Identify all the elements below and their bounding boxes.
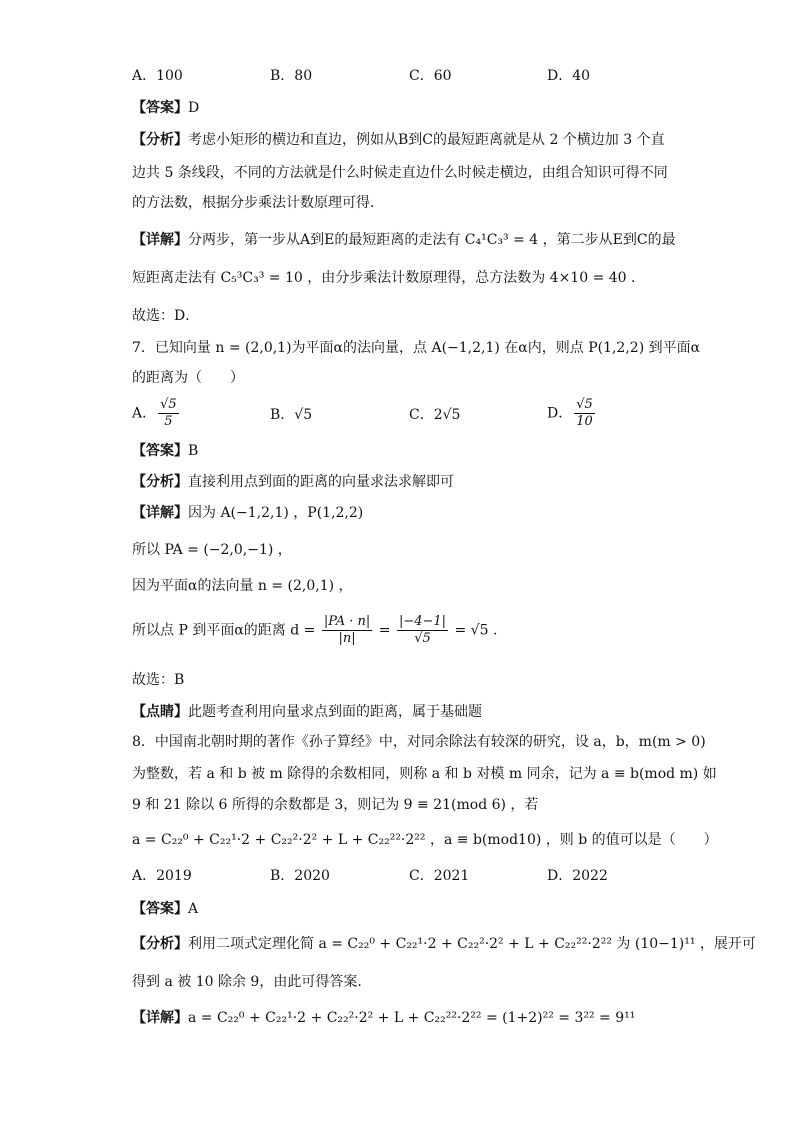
fraction-numerator: √5 (576, 397, 593, 412)
q7-option-d-fraction (574, 397, 595, 430)
q7-option-d (547, 397, 597, 430)
analysis-text: 直接利用点到面的距离的向量求法求解即可 (188, 474, 454, 490)
answer-value: D (188, 100, 200, 116)
detail-tag: 【详解】 (132, 232, 188, 248)
q7-option-a-label: A． (132, 405, 157, 422)
analysis-text: 考虑小矩形的横边和直边，例如从B到C的最短距离就是从 2 个横边加 3 个直 (188, 132, 665, 148)
q6-detail (132, 230, 676, 250)
q7-stem-line-2: 的距离为（ ） (132, 370, 244, 386)
q6-analysis-line-2: 边共 5 条线段，不同的方法就是什么时候走直边什么时候走横边，由组合知识可得不同 (132, 165, 668, 181)
q7-detail-line-2: 所以 PA = (−2,0,−1) ， (132, 542, 292, 558)
q6-analysis (132, 130, 665, 150)
analysis-tag: 【分析】 (132, 936, 188, 952)
q6-answer (132, 98, 199, 118)
q7-detail-line-3: 因为平面α的法向量 n = (2,0,1) ， (132, 578, 353, 594)
fraction-denominator: 10 (576, 414, 593, 429)
comment-tag: 【点睛】 (132, 704, 188, 720)
detail-text: 因为 A(−1,2,1) ，P(1,2,2) (188, 505, 364, 521)
q7-detail (132, 503, 363, 523)
q6-conclusion: 故选：D． (132, 308, 200, 324)
q7-option-b: B．√5 (270, 407, 313, 423)
detail-tag: 【详解】 (132, 1010, 188, 1026)
comment-text: 此题考查利用向量求点到面的距离，属于基础题 (188, 704, 482, 720)
q8-stem-line-3: 9 和 21 除以 6 所得的余数都是 3，则记为 9 ≡ 21(mod 6) ，若 (132, 797, 539, 813)
fraction-numerator: |PA · n| (323, 614, 371, 629)
q7-comment (132, 702, 482, 722)
q7-option-a-fraction (158, 397, 179, 430)
answer-value: B (188, 443, 199, 459)
q8-detail (132, 1008, 635, 1028)
q8-option-a: A．2019 (132, 868, 192, 884)
distance-text: 所以点 P 到平面α的距离 d = (132, 622, 316, 639)
fraction-numerator: √5 (160, 397, 177, 412)
answer-tag: 【答案】 (132, 443, 188, 459)
q7-option-d-label: D． (547, 405, 573, 422)
q8-analysis (132, 934, 756, 954)
q6-analysis-line-3: 的方法数，根据分步乘法计数原理可得． (132, 195, 384, 211)
q7-analysis (132, 472, 454, 492)
q6-option-c: C．60 (409, 68, 452, 84)
detail-text: a = C₂₂⁰ + C₂₂¹·2 + C₂₂²·2² + L + C₂₂²²·2²² = (1+2)²² = 3²² = 9¹¹ (188, 1010, 636, 1026)
equals-sign: = (378, 622, 391, 639)
distance-result: = √5 . (454, 622, 498, 639)
q8-option-d: D．2022 (547, 868, 608, 884)
q8-option-c: C．2021 (409, 868, 470, 884)
q6-detail-line-2: 短距离走法有 C₅³C₃³ = 10 ，由分步乘法计数原理得，总方法数为 4×10 = 40 ． (132, 270, 646, 286)
answer-tag: 【答案】 (132, 100, 188, 116)
q6-option-a: A．100 (132, 68, 183, 84)
q7-option-a (132, 397, 181, 430)
analysis-tag: 【分析】 (132, 132, 188, 148)
q8-stem-line-1: 8．中国南北朝时期的著作《孙子算经》中，对同余除法有较深的研究，设 a，b，m(m > 0) (132, 734, 706, 750)
q6-option-b: B．80 (270, 68, 313, 84)
distance-fraction-1 (322, 614, 372, 647)
q8-option-b: B．2020 (270, 868, 330, 884)
q6-option-d: D．40 (547, 68, 591, 84)
analysis-tag: 【分析】 (132, 474, 188, 490)
answer-tag: 【答案】 (132, 901, 188, 917)
fraction-denominator: |n| (338, 631, 356, 646)
q8-analysis-line-2: 得到 a 被 10 除余 9，由此可得答案. (132, 974, 362, 990)
q7-detail-line-4 (132, 614, 497, 647)
q8-stem-line-2: 为整数，若 a 和 b 被 m 除得的余数相同，则称 a 和 b 对模 m 同余，记为 a ≡ b(mod m) 如 (132, 766, 717, 782)
fraction-denominator: √5 (414, 631, 431, 646)
fraction-numerator: |−4−1| (398, 614, 447, 629)
q7-answer (132, 441, 198, 461)
detail-tag: 【详解】 (132, 505, 188, 521)
q7-stem-line-1: 7．已知向量 n = (2,0,1)为平面α的法向量，点 A(−1,2,1) 在α内，则点 P(1,2,2) 到平面α (132, 340, 701, 356)
detail-text: 分两步，第一步从A到E的最短距离的走法有 C₄¹C₃³ = 4 ，第二步从E到C的最 (188, 232, 676, 248)
q7-option-c: C．2√5 (409, 407, 461, 423)
distance-fraction-2 (397, 614, 448, 647)
q8-stem-line-4: a = C₂₂⁰ + C₂₂¹·2 + C₂₂²·2² + L + C₂₂²²·2²² ，a ≡ b(mod10) ，则 b 的值可以是（ ） (132, 832, 718, 848)
q7-conclusion: 故选：B (132, 672, 185, 688)
analysis-text: 利用二项式定理化简 a = C₂₂⁰ + C₂₂¹·2 + C₂₂²·2² + L + C₂₂²²·2²² 为 (10−1)¹¹ ，展开可 (188, 936, 756, 952)
q8-answer (132, 899, 198, 919)
answer-value: A (188, 901, 199, 917)
fraction-denominator: 5 (164, 414, 173, 429)
